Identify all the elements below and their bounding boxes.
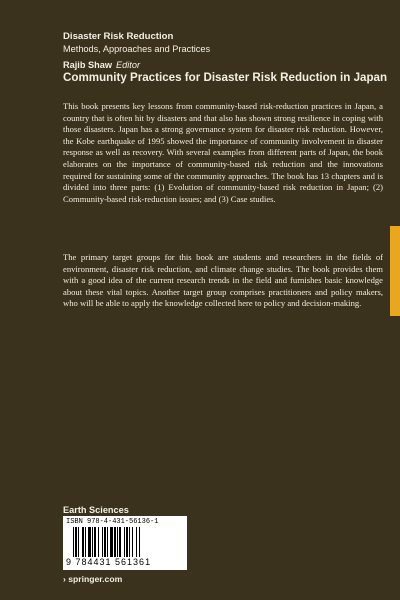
barcode-stripe <box>82 527 84 557</box>
barcode-stripe <box>107 527 108 557</box>
description-paragraph: This book presents key lessons from community-based risk-reduction practices in Japan, a country that is often hit by disasters and that also has shown strong resilience in coping with those disasters. Japan has a strong governance system for disaster risk reduction. However, the Kobe earthquake of 1995 showed the importance of community involvement in disaster response as well as recovery. With several examples from different parts of Japan, the book elaborates on the importance of community-based risk reduction and the innovations required for sustaining some of the community approaches. The book has 13 chapters and is divided into three parts: (1) Evolution of community-based risk reduction in Japan; (2) Community-based risk-reduction issues; and (3) Case studies. <box>63 101 383 204</box>
barcode-stripe <box>88 527 91 557</box>
barcode-bars <box>73 527 183 557</box>
editor-role: Editor <box>116 60 141 70</box>
barcode-stripe <box>136 527 137 557</box>
barcode-stripe <box>75 527 77 557</box>
barcode-stripe <box>117 527 118 557</box>
barcode-stripe <box>92 527 93 557</box>
barcode-stripe <box>124 527 125 557</box>
book-title: Community Practices for Disaster Risk Reduction in Japan <box>63 71 388 84</box>
barcode-stripe <box>94 527 96 557</box>
editor-line <box>63 60 140 71</box>
target-audience-paragraph: The primary target groups for this book are students and researchers in the fields of environment, disaster risk reduction, and climate change studies. The book provides them with a good idea of the current research trends in the field and furnishes basic knowledge about these vital topics. Another target group comprises practitioners and policy makers, who will be able to apply the knowledge collected here to policy and decision-making. <box>63 252 383 309</box>
editor-name: Rajib Shaw <box>63 60 113 70</box>
barcode-stripe <box>85 527 86 557</box>
barcode-stripe <box>114 527 116 557</box>
isbn-text: ISBN 978-4-431-56136-1 <box>66 518 159 526</box>
subject-label: Earth Sciences <box>63 505 129 515</box>
barcode-stripe <box>98 527 99 557</box>
barcode-digits: 9 784431 561361 <box>66 557 152 567</box>
barcode-stripe <box>119 527 121 557</box>
barcode-stripe <box>139 527 140 557</box>
barcode-stripe <box>126 527 128 557</box>
series-subtitle: Methods, Approaches and Practices <box>63 44 211 54</box>
barcode-stripe <box>104 527 106 557</box>
barcode-stripe <box>132 527 133 557</box>
barcode-stripe <box>73 527 74 557</box>
isbn-barcode <box>63 516 187 570</box>
barcode-stripe <box>129 527 130 557</box>
springer-link[interactable]: › springer.com <box>63 574 123 584</box>
barcode-stripe <box>102 527 103 557</box>
accent-tab <box>390 226 400 316</box>
barcode-stripe <box>78 527 79 557</box>
barcode-stripe <box>110 527 113 557</box>
series-title: Disaster Risk Reduction <box>63 31 174 42</box>
